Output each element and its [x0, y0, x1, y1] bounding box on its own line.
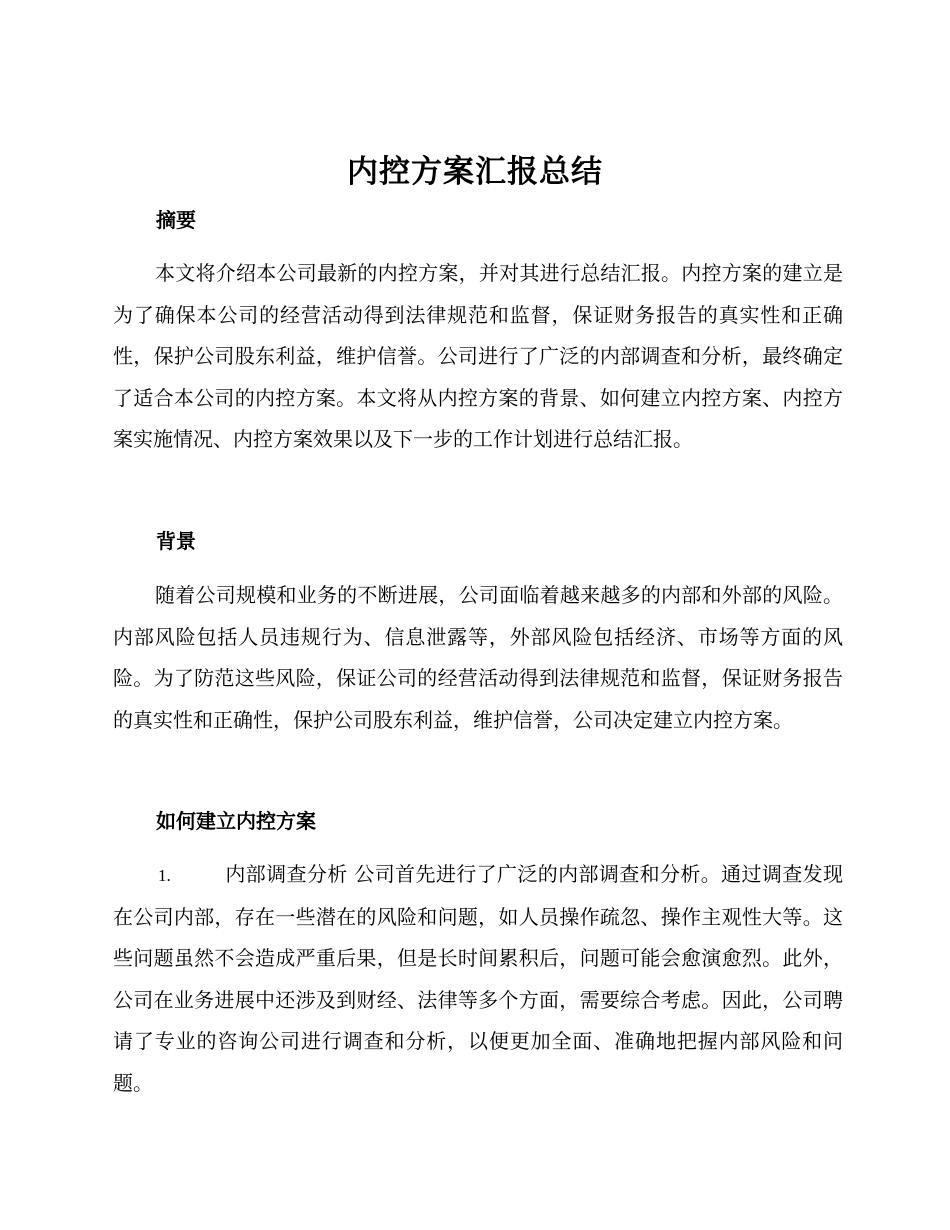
item-number: 1. — [158, 866, 171, 885]
item-text: 内部调查分析 公司首先进行了广泛的内部调查和分析。通过调查发现在公司内部，存在一些潜在的风险和问题，如人员操作疏忽、操作主观性大等。这些问题虽然不会造成严重后果，但是长时间累积后，问题可能会愈演愈烈。此外，公司在业务进展中还涉及到财经、法律等多个方面，需要综合考虑。因此，公司聘请了专业的咨询公司进行调查和分析，以便更加全面、准确地把握内部风险和问题。 — [113, 862, 843, 1095]
section-body-abstract: 本文将介绍本公司最新的内控方案，并对其进行总结汇报。内控方案的建立是为了确保本公司的经营活动得到法律规范和监督，保证财务报告的真实性和正确性，保护公司股东利益，维护信誉。公司进行了广泛的内部调查和分析，最终确定了适合本公司的内控方案。本文将从内控方案的背景、如何建立内控方案、内控方案实施情况、内控方案效果以及下一步的工作计划进行总结汇报。 — [113, 261, 843, 451]
document-title: 内控方案汇报总结 — [347, 154, 603, 190]
numbered-item — [113, 854, 843, 1104]
section-heading-background: 背景 — [156, 529, 196, 553]
section-heading-how-to-build: 如何建立内控方案 — [156, 809, 316, 833]
section-heading-abstract: 摘要 — [156, 208, 196, 232]
section-body-background: 随着公司规模和业务的不断进展，公司面临着越来越多的内部和外部的风险。内部风险包括人员违规行为、信息泄露等，外部风险包括经济、市场等方面的风险。为了防范这些风险，保证公司的经营活动得到法律规范和监督，保证财务报告的真实性和正确性，保护公司股东利益，维护信誉，公司决定建立内控方案。 — [113, 583, 843, 732]
